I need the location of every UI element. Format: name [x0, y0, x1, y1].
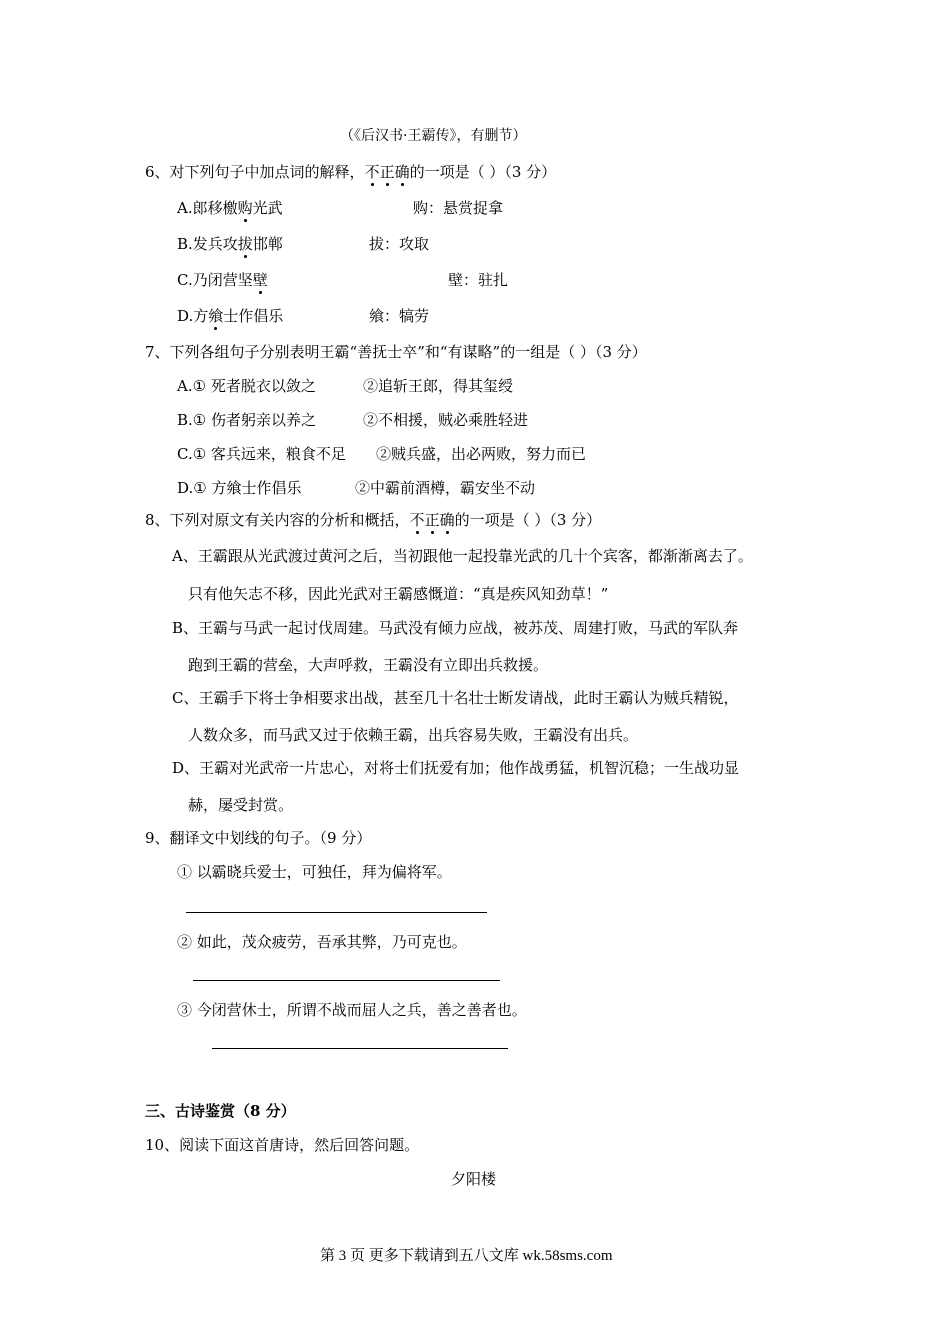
q7-option-d-part2: ②中霸前酒樽，霸安坐不动	[355, 479, 536, 497]
section-3-heading: 三、古诗鉴赏（8 分）	[145, 1102, 296, 1120]
option-text: B.发兵攻	[177, 235, 238, 253]
page-footer: 第 3 页 更多下载请到五八文库 wk.58sms.com	[320, 1248, 613, 1264]
q7-option-b-part2: ②不相援，贼必乘胜轻进	[363, 411, 529, 429]
option-text: D.方	[177, 307, 209, 325]
emphasis-char: 飨	[208, 307, 224, 325]
emphasis-char: 拔	[237, 235, 253, 253]
q7-option-d-part1: D.① 方飨士作倡乐	[177, 479, 302, 497]
q6-stem-post: 的一项是（ ）（3 分）	[409, 163, 557, 181]
q6-option-b	[177, 234, 283, 254]
q7-stem: 7、下列各组句子分别表明王霸“善抚士卒”和“有谋略”的一组是（ ）（3 分）	[145, 343, 647, 361]
q6-option-b-explanation: 拔：攻取	[369, 235, 430, 253]
q6-emphasis-char: 不	[364, 163, 380, 181]
q7-option-c-part1: C.① 客兵远来，粮食不足	[177, 445, 346, 463]
q7-option-a-part2: ②追斩王郎，得其玺绶	[363, 377, 514, 395]
emphasis-char: 壁	[252, 271, 268, 289]
q8-emphasis-char: 正	[424, 511, 440, 529]
q7-option-c-part2: ②贼兵盛，出必两败，努力而已	[376, 445, 587, 463]
q6-option-a	[177, 198, 283, 218]
q10-stem: 10、阅读下面这首唐诗，然后回答问题。	[145, 1136, 420, 1154]
q8-option-a-line2: 只有他矢志不移，因此光武对王霸感慨道：“真是疾风知劲草！”	[188, 585, 609, 603]
q6-option-d-explanation: 飨：犒劳	[369, 307, 430, 325]
q8-option-c-line2: 人数众多，而马武又过于依赖王霸，出兵容易失败，王霸没有出兵。	[188, 726, 639, 744]
q6-option-d	[177, 306, 283, 326]
q8-stem	[145, 510, 601, 530]
answer-line-3[interactable]	[212, 1048, 508, 1049]
q6-option-c	[177, 270, 268, 290]
emphasis-char: 购	[237, 199, 253, 217]
option-text: 士作倡乐	[223, 307, 284, 325]
q8-stem-post: 的一项是（ ）（3 分）	[454, 511, 602, 529]
option-text: 光武	[252, 199, 283, 217]
q7-option-b-part1: B.① 伤者躬亲以养之	[177, 411, 317, 429]
option-text: A.郎移檄	[177, 199, 238, 217]
answer-line-1[interactable]	[186, 912, 487, 913]
q8-option-b-line1: B、王霸与马武一起讨伐周建。马武没有倾力应战，被苏茂、周建打败，马武的军队奔	[172, 619, 739, 637]
q8-emphasis-char: 不	[409, 511, 425, 529]
q6-option-c-explanation: 壁：驻扎	[448, 271, 509, 289]
q9-stem: 9、翻译文中划线的句子。（9 分）	[145, 829, 372, 847]
q9-sentence-2: ② 如此，茂众疲劳，吾承其弊，乃可克也。	[177, 933, 467, 951]
q8-option-d-line1: D、王霸对光武帝一片忠心，对将士们抚爱有加；他作战勇猛，机智沉稳；一生战功显	[172, 759, 740, 777]
q7-option-a-part1: A.① 死者脱衣以敛之	[177, 377, 316, 395]
answer-line-2[interactable]	[193, 980, 500, 981]
option-text: 邯郸	[252, 235, 283, 253]
poem-title: 夕阳楼	[451, 1170, 497, 1188]
q8-option-b-line2: 跑到王霸的营垒，大声呼救，王霸没有立即出兵救援。	[188, 656, 549, 674]
q8-option-d-line2: 赫，屡受封赏。	[188, 796, 294, 814]
q6-option-a-explanation: 购：悬赏捉拿	[413, 199, 504, 217]
q6-stem-pre: 6、对下列句子中加点词的解释，	[145, 163, 365, 181]
q6-stem	[145, 162, 556, 182]
option-text: C.乃闭营坚	[177, 271, 253, 289]
q8-option-a-line1: A、王霸跟从光武渡过黄河之后，当初跟他一起投靠光武的几十个宾客，都渐渐离去了。	[172, 547, 753, 565]
q6-emphasis-char: 正	[379, 163, 395, 181]
source-note: （《后汉书·王霸传》，有删节）	[340, 128, 527, 144]
q9-sentence-1: ① 以霸晓兵爱士，可独任，拜为偏将军。	[177, 863, 452, 881]
q8-stem-pre: 8、下列对原文有关内容的分析和概括，	[145, 511, 410, 529]
q9-sentence-3: ③ 今闭营休士，所谓不战而屈人之兵，善之善者也。	[177, 1001, 527, 1019]
q8-option-c-line1: C、王霸手下将士争相要求出战，甚至几十名壮士断发请战，此时王霸认为贼兵精锐，	[172, 689, 739, 707]
q8-emphasis-char: 确	[439, 511, 455, 529]
q6-emphasis-char: 确	[394, 163, 410, 181]
